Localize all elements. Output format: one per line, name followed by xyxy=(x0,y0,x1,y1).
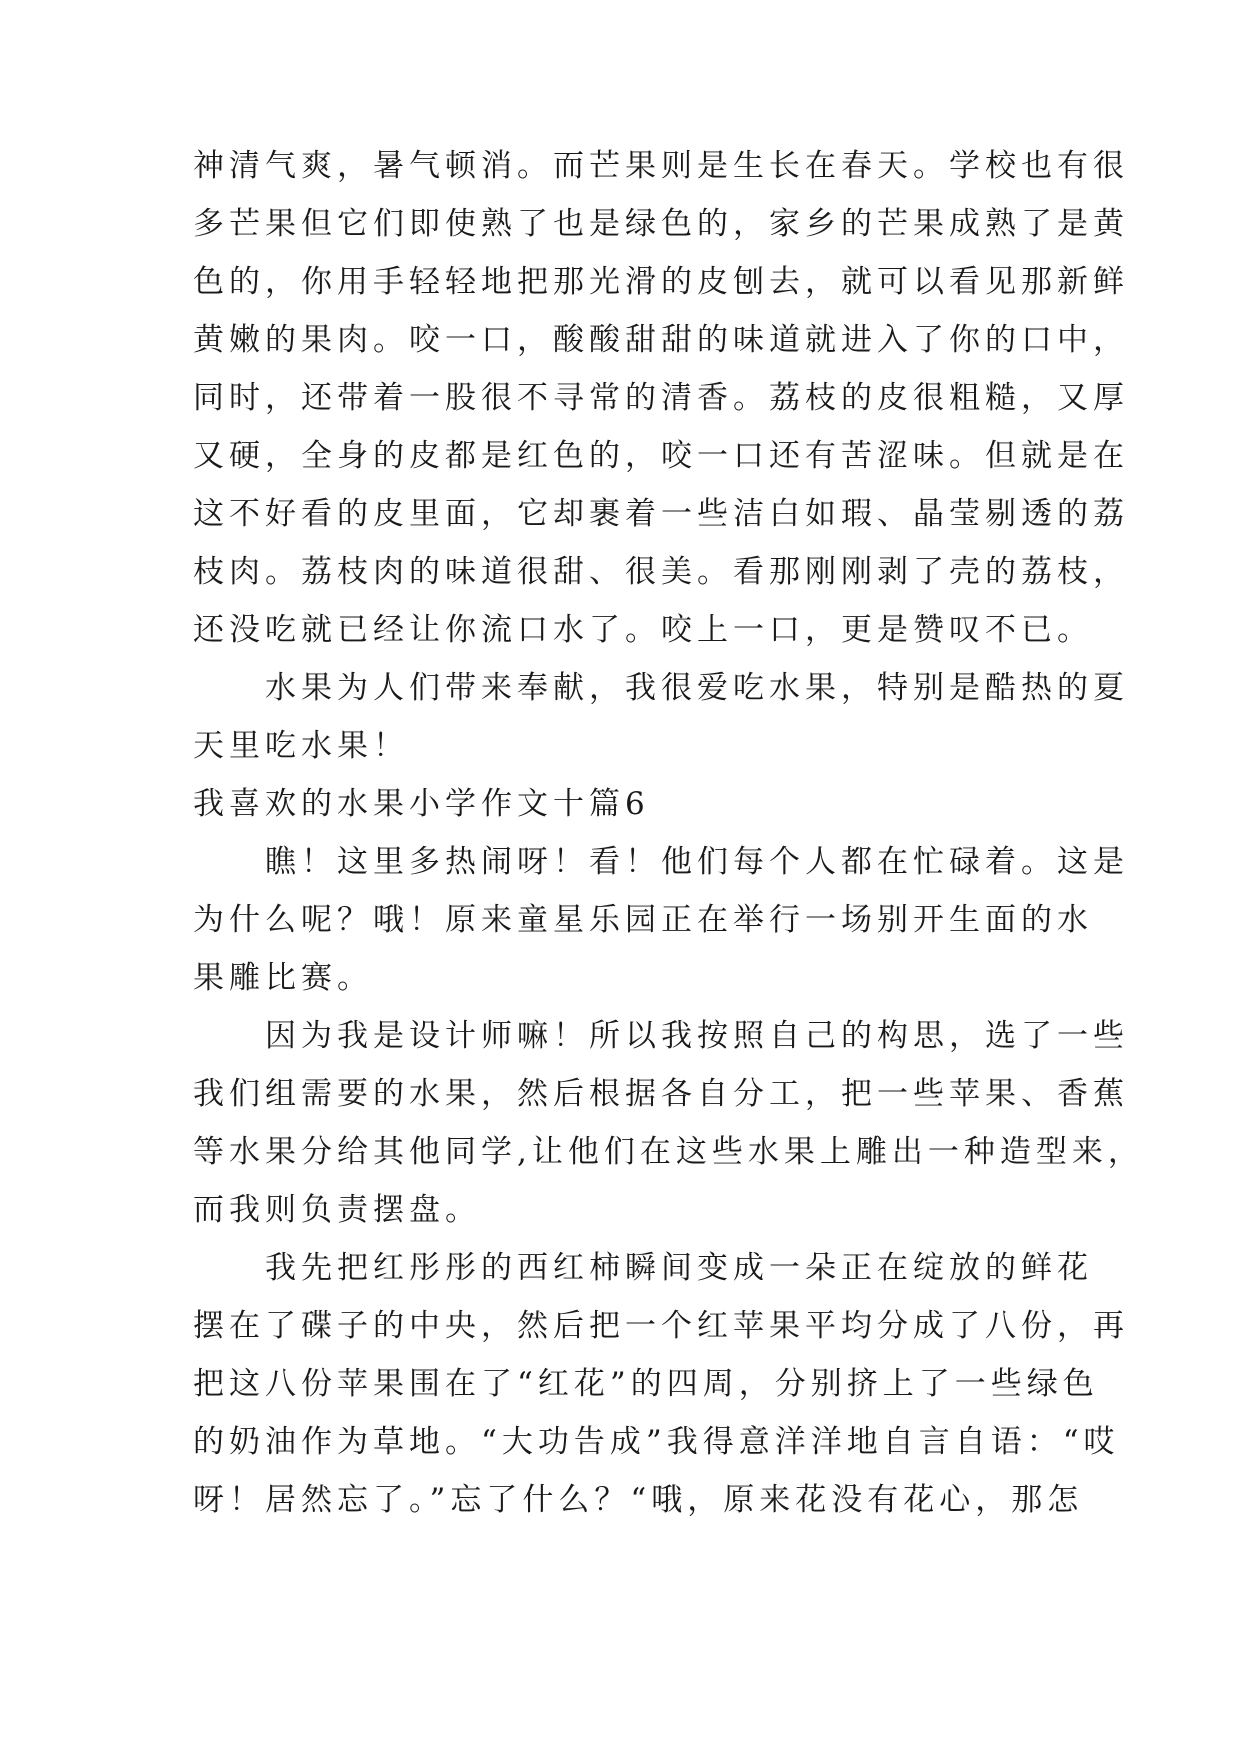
text-line: 多芒果但它们即使熟了也是绿色的，家乡的芒果成熟了是黄 xyxy=(193,206,1129,242)
text-line: 又硬，全身的皮都是红色的，咬一口还有苦涩味。但就是在 xyxy=(193,438,1129,474)
text-line: 还没吃就已经让你流口水了。咬上一口，更是赞叹不已。 xyxy=(193,612,1093,648)
text-line: 果雕比赛。 xyxy=(193,960,373,996)
text-line: 摆在了碟子的中央，然后把一个红苹果平均分成了八份，再 xyxy=(193,1308,1129,1344)
paragraph-start-line: 因为我是设计师嘛！所以我按照自己的构思，选了一些 xyxy=(193,1018,1129,1054)
text-line: 黄嫩的果肉。咬一口，酸酸甜甜的味道就进入了你的口中， xyxy=(193,322,1129,358)
section-heading: 我喜欢的水果小学作文十篇6 xyxy=(193,786,650,822)
text-line: 这不好看的皮里面，它却裹着一些洁白如瑕、晶莹剔透的荔 xyxy=(193,496,1129,532)
text-line: 为什么呢？哦！原来童星乐园正在举行一场别开生面的水 xyxy=(193,902,1093,938)
paragraph-start-line: 水果为人们带来奉献，我很爱吃水果，特别是酷热的夏 xyxy=(193,670,1129,706)
text-line: 神清气爽，暑气顿消。而芒果则是生长在春天。学校也有很 xyxy=(193,148,1129,184)
text-line: 把这八份苹果围在了“红花”的四周，分别挤上了一些绿色 xyxy=(193,1366,1099,1402)
text-line: 而我则负责摆盘。 xyxy=(193,1192,481,1228)
text-line: 我们组需要的水果，然后根据各自分工，把一些苹果、香蕉 xyxy=(193,1076,1129,1112)
text-line: 等水果分给其他同学,让他们在这些水果上雕出一种造型来， xyxy=(193,1134,1144,1170)
text-line: 枝肉。荔枝肉的味道很甜、很美。看那刚刚剥了壳的荔枝， xyxy=(193,554,1129,590)
text-line: 色的，你用手轻轻地把那光滑的皮刨去，就可以看见那新鲜 xyxy=(193,264,1129,300)
paragraph-start-line: 瞧！这里多热闹呀！看！他们每个人都在忙碌着。这是 xyxy=(193,844,1129,880)
text-line: 呀！居然忘了。”忘了什么？“哦，原来花没有花心，那怎 xyxy=(193,1482,1084,1518)
text-line: 天里吃水果！ xyxy=(193,728,409,764)
text-line: 的奶油作为草地。“大功告成”我得意洋洋地自言自语：“哎 xyxy=(193,1424,1120,1460)
text-line: 同时，还带着一股很不寻常的清香。荔枝的皮很粗糙，又厚 xyxy=(193,380,1129,416)
paragraph-start-line: 我先把红彤彤的西红柿瞬间变成一朵正在绽放的鲜花 xyxy=(193,1250,1093,1286)
